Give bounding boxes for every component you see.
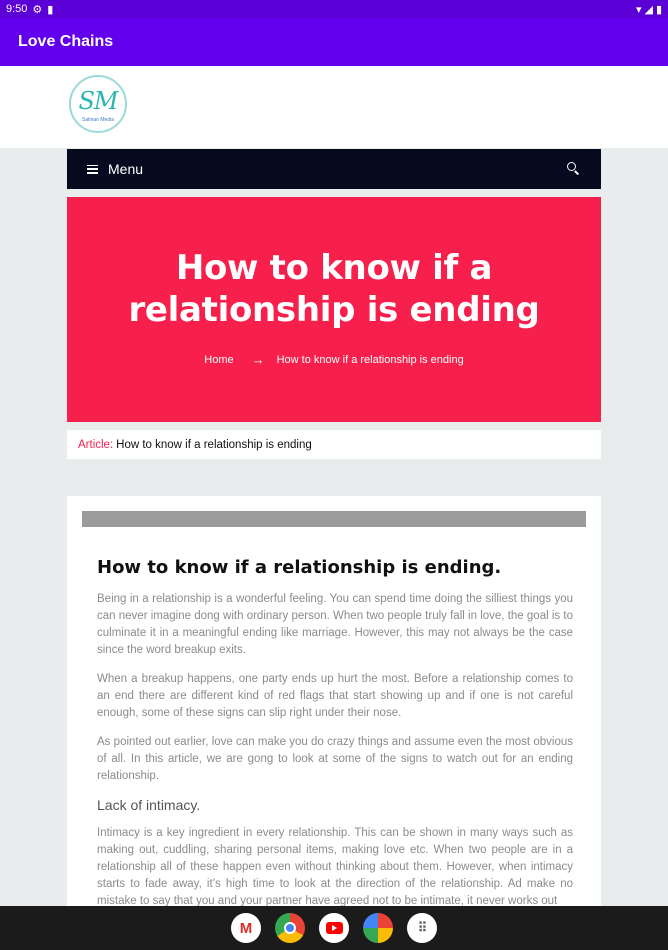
chrome-icon[interactable] (275, 913, 305, 943)
gmail-icon[interactable]: M (231, 913, 261, 943)
signal-icon: ◢ (644, 3, 653, 16)
article-card (67, 496, 601, 906)
site-logo[interactable] (69, 75, 127, 133)
status-bar (0, 0, 668, 18)
status-time: 9:50 (6, 3, 28, 15)
app-title: Love Chains (18, 33, 114, 50)
youtube-icon[interactable] (319, 913, 349, 943)
hamburger-menu-icon[interactable] (87, 165, 98, 174)
article-body (97, 591, 573, 906)
logo-subtext: Salman Media (82, 117, 114, 123)
gear-icon: ⚙ (32, 3, 43, 16)
app-drawer-icon[interactable]: ⠿ (407, 913, 437, 943)
featured-image-placeholder (82, 511, 586, 527)
logo-monogram: SM (78, 87, 118, 115)
hero-banner (67, 197, 601, 422)
webview (0, 66, 668, 906)
arrow-right-icon: → (251, 352, 265, 367)
article-label: Article: (78, 438, 114, 451)
article-info-bar (67, 430, 601, 459)
app-bar (0, 18, 668, 66)
menu-toggle[interactable]: Menu (108, 161, 144, 177)
wifi-icon: ▾ (635, 3, 642, 16)
paragraph: Intimacy is a key ingredient in every relationship. This can be shown in many ways such as making out, cuddling, sharing personal items, making love etc. When two people are in a relationship all of these happen even without thinking about them. However, when intimacy starts to fade away, it’s high time to look at the direction of the relationship. Ad make no mistake to say that you and your partner have agreed not to be intimate, it never works out (97, 827, 573, 906)
breadcrumb (67, 352, 601, 367)
article-heading: How to know if a relationship is ending. (97, 557, 502, 578)
photos-icon[interactable] (363, 913, 393, 943)
paragraph: When a breakup happens, one party ends up hurt the most. Before a relationship comes to an end there are different kind of red flags that start showing up and if one is not careful enough, some of these signs can slip right under their nose. (97, 673, 573, 719)
article-subheading: Lack of intimacy. (97, 797, 201, 813)
paragraph: As pointed out earlier, love can make you do crazy things and assume even the most obvious of all. In this article, we are gong to look at some of the signs to watch out for an ending relationship. (97, 736, 573, 782)
paragraph: Being in a relationship is a wonderful feeling. You can spend time doing the silliest things you can never imagine dong with ordinary person. When two people truly fall in love, the goal is to culminate it in a meaningful ending like marriage. However, this may not always be the case since the word breakup exits. (97, 593, 573, 656)
header-logo-band (0, 66, 668, 148)
menu-bar (67, 149, 601, 189)
page-title: How to know if a relationship is ending (128, 248, 540, 330)
sim-card-icon: ▮ (47, 3, 54, 16)
search-icon[interactable] (567, 162, 581, 176)
breadcrumb-current: How to know if a relationship is ending (276, 353, 464, 366)
battery-icon: ▮ (655, 3, 662, 16)
article-value: How to know if a relationship is ending (116, 438, 312, 451)
taskbar-dock (0, 906, 668, 950)
breadcrumb-home-link[interactable]: Home (204, 353, 234, 366)
